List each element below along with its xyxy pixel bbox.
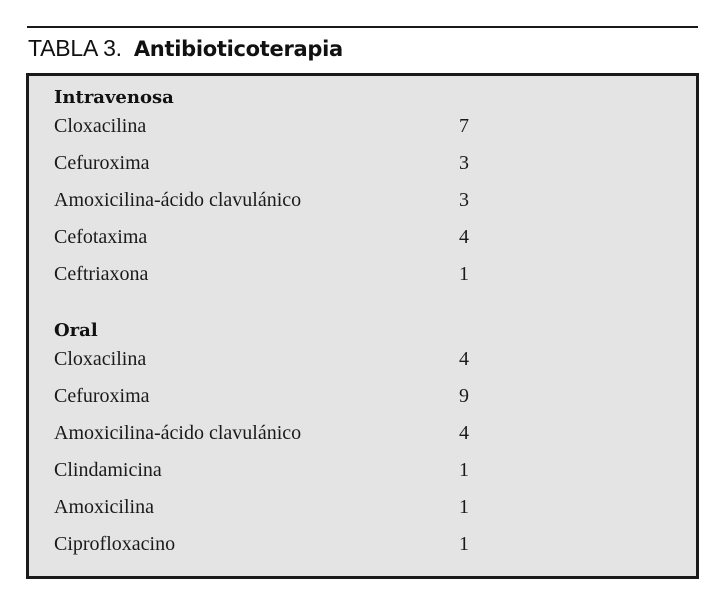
row-value: 3 bbox=[459, 189, 469, 211]
caption-label: TABLA 3. bbox=[28, 35, 122, 61]
row-name: Cefotaxima bbox=[54, 226, 148, 248]
row-value: 9 bbox=[459, 385, 469, 407]
row-name: Clindamicina bbox=[54, 459, 162, 481]
row-name: Cloxacilina bbox=[54, 115, 147, 137]
row-value: 7 bbox=[459, 115, 469, 137]
top-rule bbox=[27, 26, 698, 28]
row-value: 1 bbox=[459, 533, 469, 555]
row-name: Cefuroxima bbox=[54, 385, 150, 407]
section-heading-oral: Oral bbox=[54, 320, 98, 341]
row-value: 1 bbox=[459, 459, 469, 481]
row-value: 4 bbox=[459, 226, 469, 248]
row-name: Amoxicilina-ácido clavulánico bbox=[54, 422, 302, 444]
row-name: Ceftriaxona bbox=[54, 263, 149, 285]
row-name: Ciprofloxacino bbox=[54, 533, 176, 555]
row-name: Cloxacilina bbox=[54, 348, 147, 370]
row-value: 1 bbox=[459, 263, 469, 285]
caption-title: Antibioticoterapia bbox=[133, 37, 343, 61]
table-caption bbox=[28, 30, 343, 66]
row-value: 3 bbox=[459, 152, 469, 174]
antibiotic-table bbox=[26, 73, 699, 579]
row-name: Cefuroxima bbox=[54, 152, 150, 174]
row-value: 4 bbox=[459, 422, 469, 444]
row-name: Amoxicilina bbox=[54, 496, 154, 518]
section-heading-intravenosa: Intravenosa bbox=[54, 87, 174, 108]
row-value: 4 bbox=[459, 348, 469, 370]
row-name: Amoxicilina-ácido clavulánico bbox=[54, 189, 302, 211]
row-value: 1 bbox=[459, 496, 469, 518]
